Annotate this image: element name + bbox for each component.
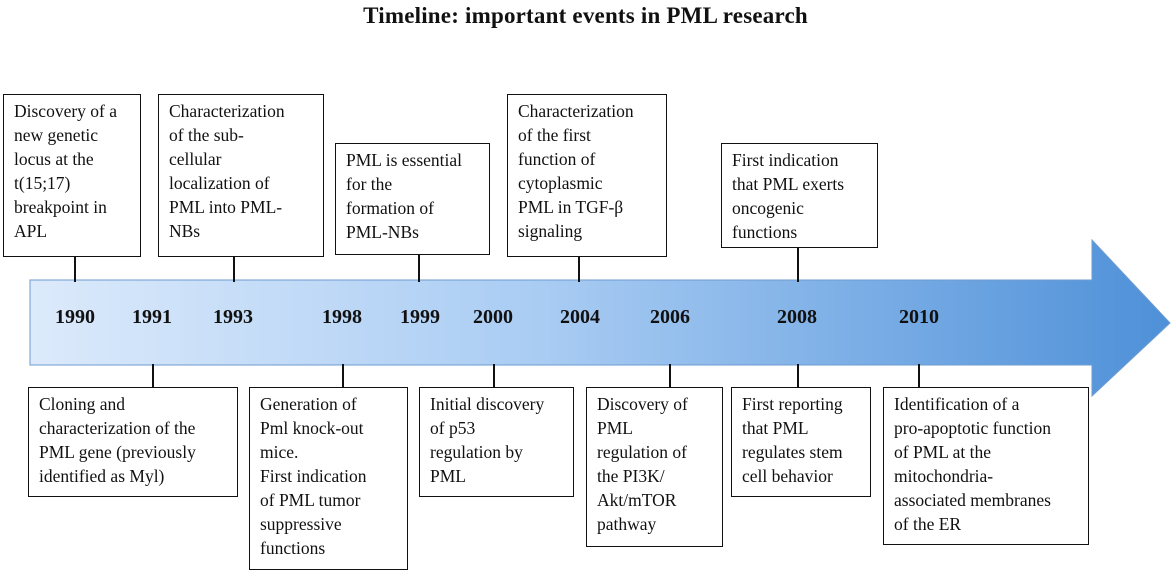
event-line: breakpoint in [14, 197, 107, 217]
event-line: suppressive [260, 514, 342, 534]
connector-1998 [342, 364, 344, 387]
event-line: localization of [169, 173, 270, 193]
year-label-1993: 1993 [213, 306, 253, 328]
event-line: Characterization [518, 101, 634, 121]
event-line: characterization of the [39, 418, 196, 438]
connector-1999 [418, 254, 420, 282]
event-box-2006 [586, 387, 723, 547]
year-label-2004: 2004 [560, 306, 600, 328]
event-line: NBs [169, 221, 201, 241]
event-line: of the ER [894, 514, 962, 534]
event-line: Initial discovery [430, 394, 545, 414]
connector-2000 [493, 364, 495, 387]
event-line: Discovery of [597, 394, 688, 414]
event-line: PML-NBs [346, 222, 419, 242]
event-line: of the first [518, 125, 591, 145]
event-line: cellular [169, 149, 222, 169]
connector-1990 [74, 256, 76, 282]
event-line: APL [14, 221, 48, 241]
event-line: of p53 [430, 418, 476, 438]
event-line: pathway [597, 514, 657, 534]
event-line: Generation of [260, 394, 357, 414]
event-line: identified as Myl) [39, 466, 165, 486]
year-label-2008: 2008 [777, 306, 817, 328]
event-line: for the [346, 174, 393, 194]
event-line: regulates stem [742, 442, 843, 462]
event-line: regulation by [430, 442, 523, 462]
event-line: cytoplasmic [518, 173, 603, 193]
event-box-1999 [335, 143, 490, 255]
connector-1993 [233, 256, 235, 282]
event-line: associated membranes [894, 490, 1051, 510]
event-line: mice. [260, 442, 299, 462]
event-line: PML in TGF-β [518, 197, 624, 217]
event-line: PML is essential [346, 150, 463, 170]
event-line: regulation of [597, 442, 687, 462]
year-label-2006: 2006 [650, 306, 690, 328]
event-box-1998 [249, 387, 408, 570]
event-box-1990 [3, 94, 141, 257]
connector-1991 [152, 364, 154, 387]
event-line: pro-apoptotic function [894, 418, 1051, 438]
event-line: First reporting [742, 394, 843, 414]
year-label-1999: 1999 [400, 306, 440, 328]
event-line: Pml knock-out [260, 418, 364, 438]
event-line: signaling [518, 221, 583, 241]
event-line: oncogenic [732, 198, 804, 218]
event-box-2008-below [731, 387, 871, 497]
event-line: of PML at the [894, 442, 992, 462]
year-label-1998: 1998 [322, 306, 362, 328]
diagram-title: Timeline: important events in PML research [363, 3, 808, 28]
event-line: the PI3K/ [597, 466, 665, 486]
event-line: PML into PML- [169, 197, 283, 217]
event-box-1991 [28, 387, 238, 497]
event-line: locus at the [14, 149, 94, 169]
event-line: Akt/mTOR [597, 490, 677, 510]
event-line: Discovery of a [14, 101, 118, 121]
event-line: of PML tumor [260, 490, 361, 510]
event-line: t(15;17) [14, 173, 71, 193]
event-line: cell behavior [742, 466, 833, 486]
year-label-2010: 2010 [899, 306, 939, 328]
event-line: mitochondria- [894, 466, 994, 486]
connector-2006 [669, 364, 671, 387]
event-box-1993 [158, 94, 324, 257]
connector-2010 [918, 364, 920, 387]
event-line: formation of [346, 198, 434, 218]
event-line: function of [518, 149, 596, 169]
connector-2008-below [797, 364, 799, 387]
event-line: PML gene (previously [39, 442, 196, 462]
event-line: that PML exerts [732, 174, 845, 194]
year-label-1990: 1990 [55, 306, 95, 328]
event-box-2008-above [721, 143, 878, 248]
year-label-2000: 2000 [473, 306, 513, 328]
event-box-2004 [507, 94, 667, 257]
event-line: new genetic [14, 125, 99, 145]
event-line: Characterization [169, 101, 285, 121]
event-line: PML [597, 418, 633, 438]
event-line: First indication [732, 150, 839, 170]
event-box-2010 [883, 387, 1089, 545]
connector-2004 [578, 256, 580, 282]
event-box-2000 [419, 387, 574, 497]
year-label-1991: 1991 [132, 306, 172, 328]
event-line: Identification of a [894, 394, 1020, 414]
event-line: that PML [742, 418, 809, 438]
event-line: PML [430, 466, 466, 486]
event-line: of the sub- [169, 125, 244, 145]
connector-2008-above [797, 247, 799, 282]
event-line: functions [732, 222, 798, 242]
event-line: Cloning and [39, 394, 126, 414]
event-line: First indication [260, 466, 367, 486]
event-line: functions [260, 538, 326, 558]
